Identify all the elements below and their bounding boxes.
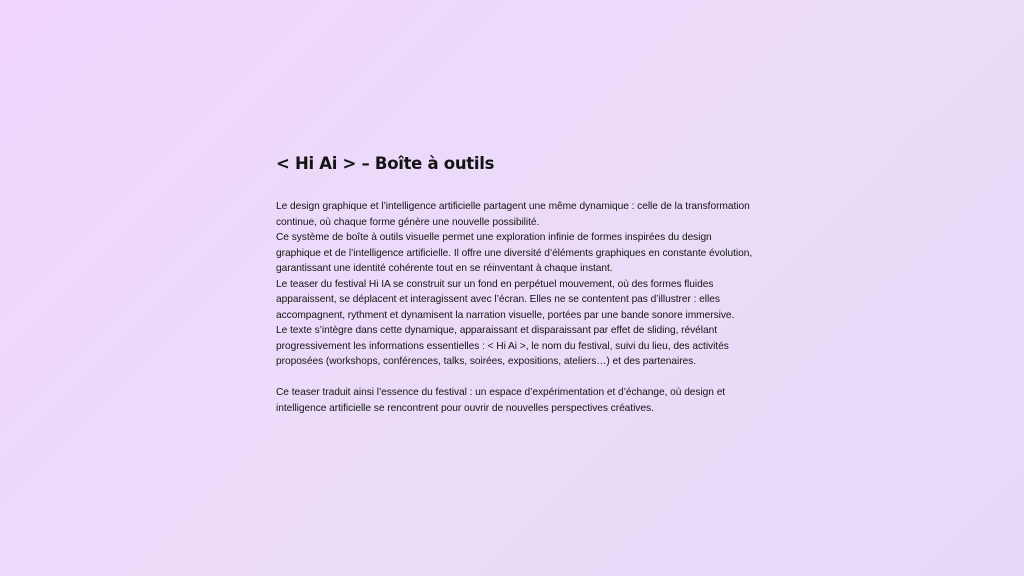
paragraph-toolbox: Ce système de boîte à outils visuelle permet une exploration infinie de formes inspirées du design graphique et de l’intelligence artificielle. Il offre une diversité d’éléments graphiques en constante évolution, garantissant une identité cohérente tout en se réinventant à chaque instant. (276, 232, 753, 274)
paragraph-conclusion: Ce teaser traduit ainsi l’essence du festival : un espace d’expérimentation et d’échange, où design et intelligence artificielle se rencontrent pour ouvrir de nouvelles perspectives créatives. (276, 387, 726, 414)
paragraph-teaser: Le teaser du festival Hi IA se construit sur un fond en perpétuel mouvement, où des formes fluides apparaissent, se déplacent et interagissent avec l’écran. Elles ne se contentent pas d’illustrer : elles accompagnent, rythment et dynamisent la narration visuelle, portées par une bande sonore immersive. (276, 278, 735, 321)
page-title: < Hi Ai > – Boîte à outils (276, 154, 495, 173)
paragraph-text-dynamics: Le texte s’intègre dans cette dynamique, apparaissant et disparaissant par effet de sliding, révélant progressivement les informations essentielles : < Hi Ai >, le nom du festival, suivi du lieu, des activités proposées (workshops, conférences, talks, soirées, expositions, ateliers…) et des partenaires. (276, 325, 729, 367)
text-block (276, 152, 756, 416)
paragraph-spacer (276, 370, 756, 386)
description-body (276, 199, 756, 416)
paragraph-intro: Le design graphique et l’intelligence artificielle partagent une même dynamique : celle de la transformation continue, où chaque forme génère une nouvelle possibilité. (276, 201, 750, 228)
